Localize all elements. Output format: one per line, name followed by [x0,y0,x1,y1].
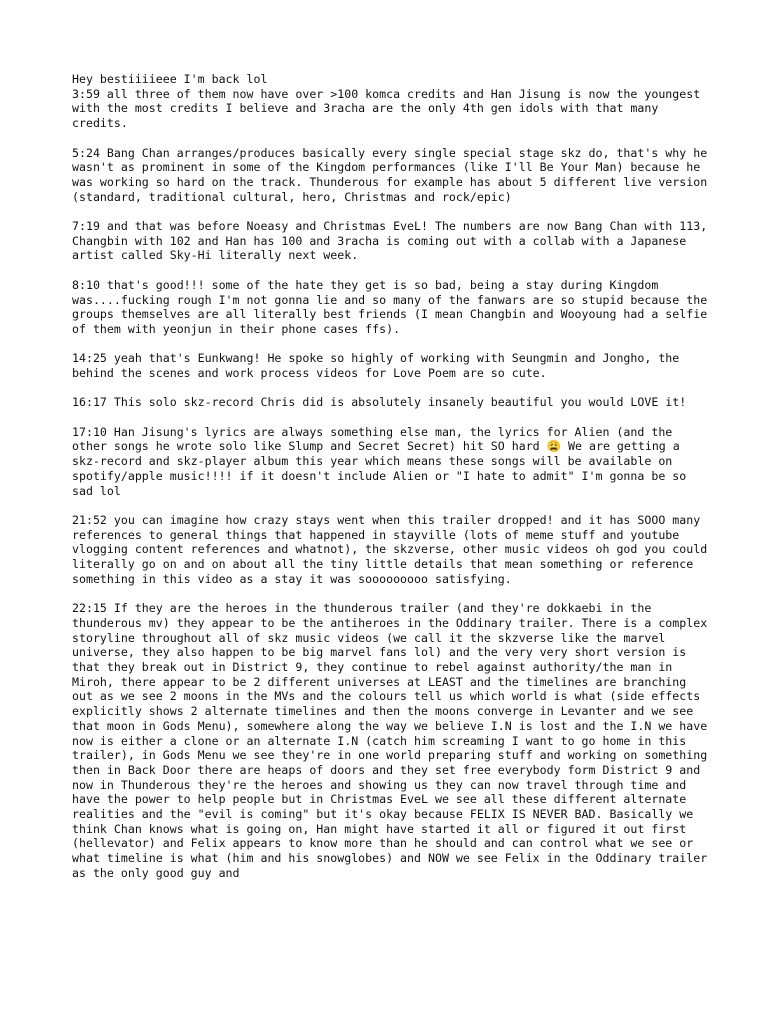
paragraph-21-52: 21:52 you can imagine how crazy stays went when this trailer dropped! and it has SOOO many references to general things that happened in stayville (lots of meme stuff and youtube vlogging content references and whatnot), the skzverse, other music videos oh god you could literally go on and on about all the tiny little details that mean something or reference something in this video as a stay it was sooooooooo satisfying. [72,512,715,586]
paragraph-7-19: 7:19 and that was before Noeasy and Christmas EveL! The numbers are now Bang Chan with 113, Changbin with 102 and Han has 100 and 3racha is coming out with a collab with a Japanese artist called Sky-Hi literally next week. [72,219,715,263]
paragraph-5-24: 5:24 Bang Chan arranges/produces basically every single special stage skz do, that's why he wasn't as prominent in some of the Kingdom performances (like I'll Be Your Man) because he was working so hard on the track. Thunderous for example has about 5 different live version (standard, traditional cultural, hero, Christmas and rock/epic) [72,145,715,204]
paragraph-8-10: 8:10 that's good!!! some of the hate they get is so bad, being a stay during Kingdom was....fucking rough I'm not gonna lie and so many of the fanwars are so stupid because the groups themselves are all literally best friends (I mean Changbin and Wooyoung had a selfie of them with yeonjun in their phone cases ffs). [72,277,715,336]
paragraph-22-15: 22:15 If they are the heroes in the thunderous trailer (and they're dokkaebi in the thunderous mv) they appear to be the antiheroes in the Oddinary trailer. There is a complex storyline throughout all of skz music videos (we call it the skzverse like the marvel universe, they also happen to be big marvel fans lol) and the very very short version is that they break out in District 9, they continue to rebel against authority/the man in Miroh, there appear to be 2 different universes at LEAST and the timelines are branching out as we see 2 moons in the MVs and the colours tell us which world is what (side effects explicitly shows 2 alternate timelines and then the moons converge in Levanter and we see that moon in Gods Menu), somewhere along the way we believe I.N is lost and the I.N we have now is either a clone or an alternate I.N (catch him screaming I want to go home in this trailer), in Gods Menu we see they're in one world preparing stuff and working on something then in Back Door there are heaps of doors and they set free everybody form District 9 and now in Thunderous they're the heroes and showing us they can now travel through time and have the power to help people but in Christmas EveL we see all these different alternate realities and the "evil is coming" but it's okay because FELIX IS NEVER BAD. Basically we think Chan knows what is going on, Han might have started it all or figured it out first (hellevator) and Felix appears to know more than he should and can control what we see or what timeline is what (him and his snowglobes) and NOW we see Felix in the Oddinary trailer as the only good guy and [72,601,715,880]
paragraph-intro: Hey bestiiiieee I'm back lol 3:59 all three of them now have over >100 komca credits and Han Jisung is now the youngest with the most credits I believe and 3racha are the only 4th gen idols with that many credits. [72,72,701,131]
paragraph-17-10: 17:10 Han Jisung's lyrics are always something else man, the lyrics for Alien (and the other songs he wrote solo like Slump and Secret Secret) hit SO hard 😩 We are getting a skz-record and skz-player album this year which means these songs will be available on spotify/apple music!!!! if it doesn't include Alien or "I hate to admit" I'm gonna be so sad lol [72,424,694,498]
paragraph-14-25: 14:25 yeah that's Eunkwang! He spoke so highly of working with Seungmin and Jongho, the behind the scenes and work process videos for Love Poem are so cute. [72,351,687,380]
document-page [72,72,715,1012]
paragraph-16-17: 16:17 This solo skz-record Chris did is absolutely insanely beautiful you would LOVE it! [72,395,687,410]
